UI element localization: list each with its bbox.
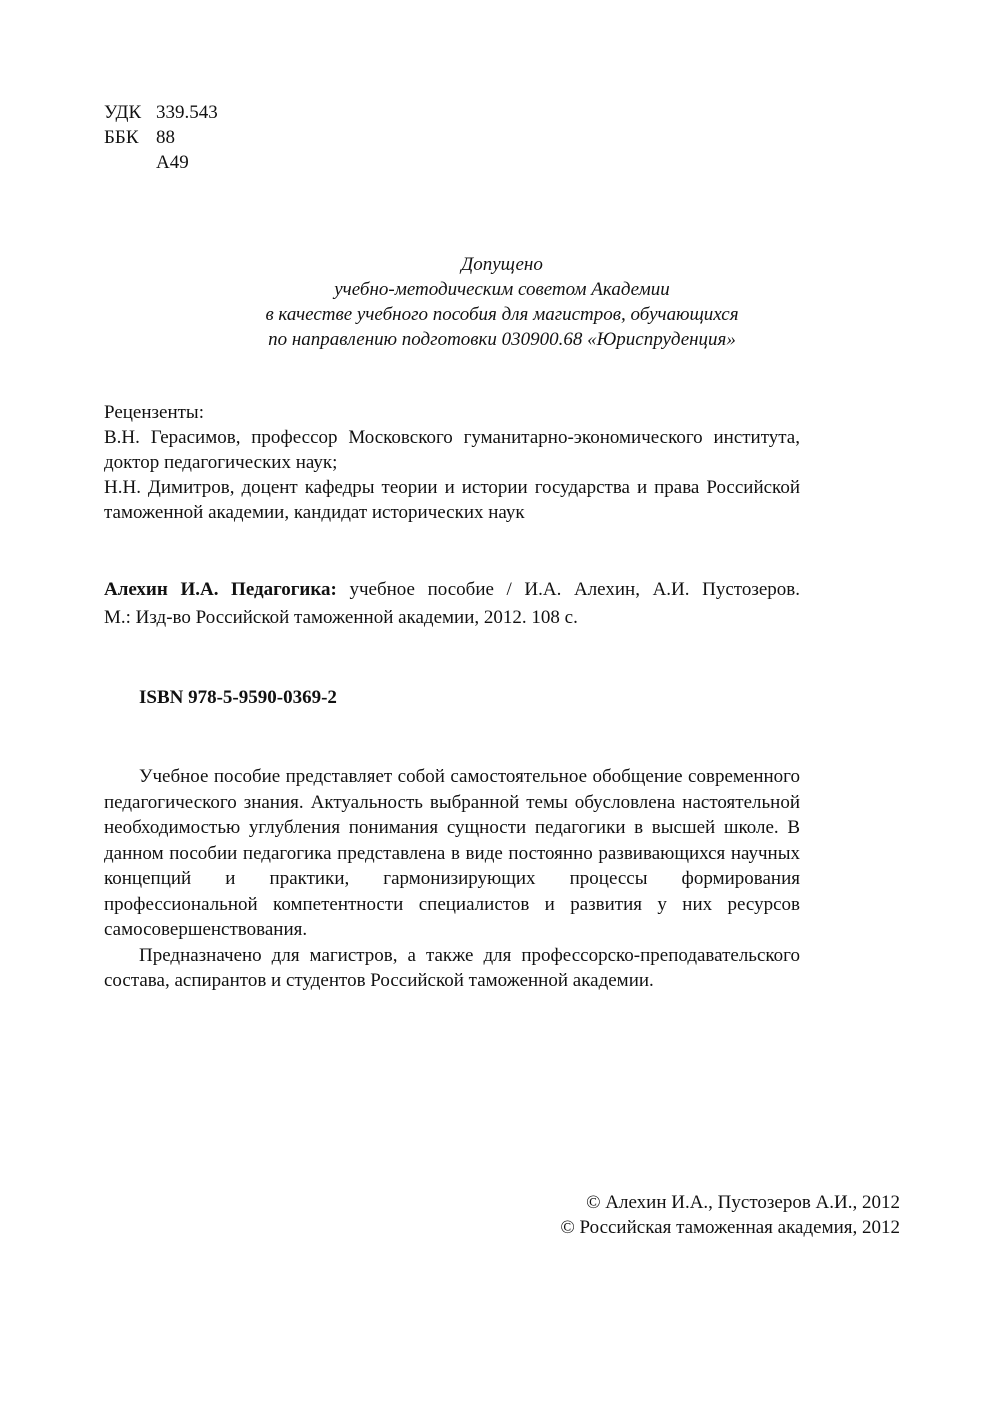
biblio-title-line bbox=[104, 576, 800, 604]
bbk-label: ББК bbox=[104, 127, 139, 148]
biblio-imprint: М.: Изд-во Российской таможенной академии, 2012. 108 с. bbox=[104, 607, 578, 628]
reviewer-item: В.Н. Герасимов, профессор Московского гуманитарно-экономического института, доктор педагогических наук; bbox=[104, 427, 800, 473]
reviewer-item: Н.Н. Димитров, доцент кафедры теории и истории государства и права Российской таможенной академии, кандидат исторических наук bbox=[104, 477, 800, 523]
abstract-paragraph: Предназначено для магистров, а также для профессорско-преподавательского состава, аспирантов и студентов Российской таможенной академии. bbox=[104, 944, 800, 991]
abstract-paragraph: Учебное пособие представляет собой самостоятельное обобщение современного педагогического знания. Актуальность выбранной темы обусловлена настоятельной необходимостью углубления понимания сущности педагогики в высшей школе. В данном пособии педагогика представлена в виде постоянно развивающихся научных концепций и практики, гармонизирующих процессы формирования профессиональной компетентности специалистов и развития у них ресурсов самосовершенствования. bbox=[104, 766, 800, 940]
bibliographic-record bbox=[104, 576, 800, 632]
approval-line: по направлению подготовки 030900.68 «Юриспруденция» bbox=[268, 329, 736, 350]
udk-row bbox=[104, 100, 218, 125]
reviewers-block bbox=[104, 400, 800, 525]
biblio-title-rest: учебное пособие / И.А. Алехин, А.И. Пустозеров. bbox=[336, 579, 800, 600]
approval-line: в качестве учебного пособия для магистров, обучающихся bbox=[265, 304, 739, 325]
udk-label: УДК bbox=[104, 102, 142, 123]
isbn: ISBN 978-5-9590-0369-2 bbox=[139, 687, 337, 708]
bbk-value: 88 bbox=[156, 127, 175, 148]
udk-value: 339.543 bbox=[156, 102, 218, 123]
copyright-line: © Алехин И.А., Пустозеров А.И., 2012 bbox=[586, 1192, 900, 1213]
biblio-title-bold: Алехин И.А. Педагогика: bbox=[104, 579, 337, 600]
reviewers-heading: Рецензенты: bbox=[104, 402, 204, 423]
approval-line: учебно-методическим советом Академии bbox=[334, 279, 670, 300]
approval-line: Допущено bbox=[461, 254, 543, 275]
copyright-line: © Российская таможенная академия, 2012 bbox=[560, 1217, 900, 1238]
copyright-block bbox=[560, 1190, 900, 1240]
abstract bbox=[104, 764, 800, 994]
author-mark-row bbox=[104, 150, 218, 175]
approval-stamp bbox=[150, 252, 854, 352]
author-mark: А49 bbox=[156, 152, 189, 173]
classification-block bbox=[104, 100, 218, 175]
bbk-row bbox=[104, 125, 218, 150]
